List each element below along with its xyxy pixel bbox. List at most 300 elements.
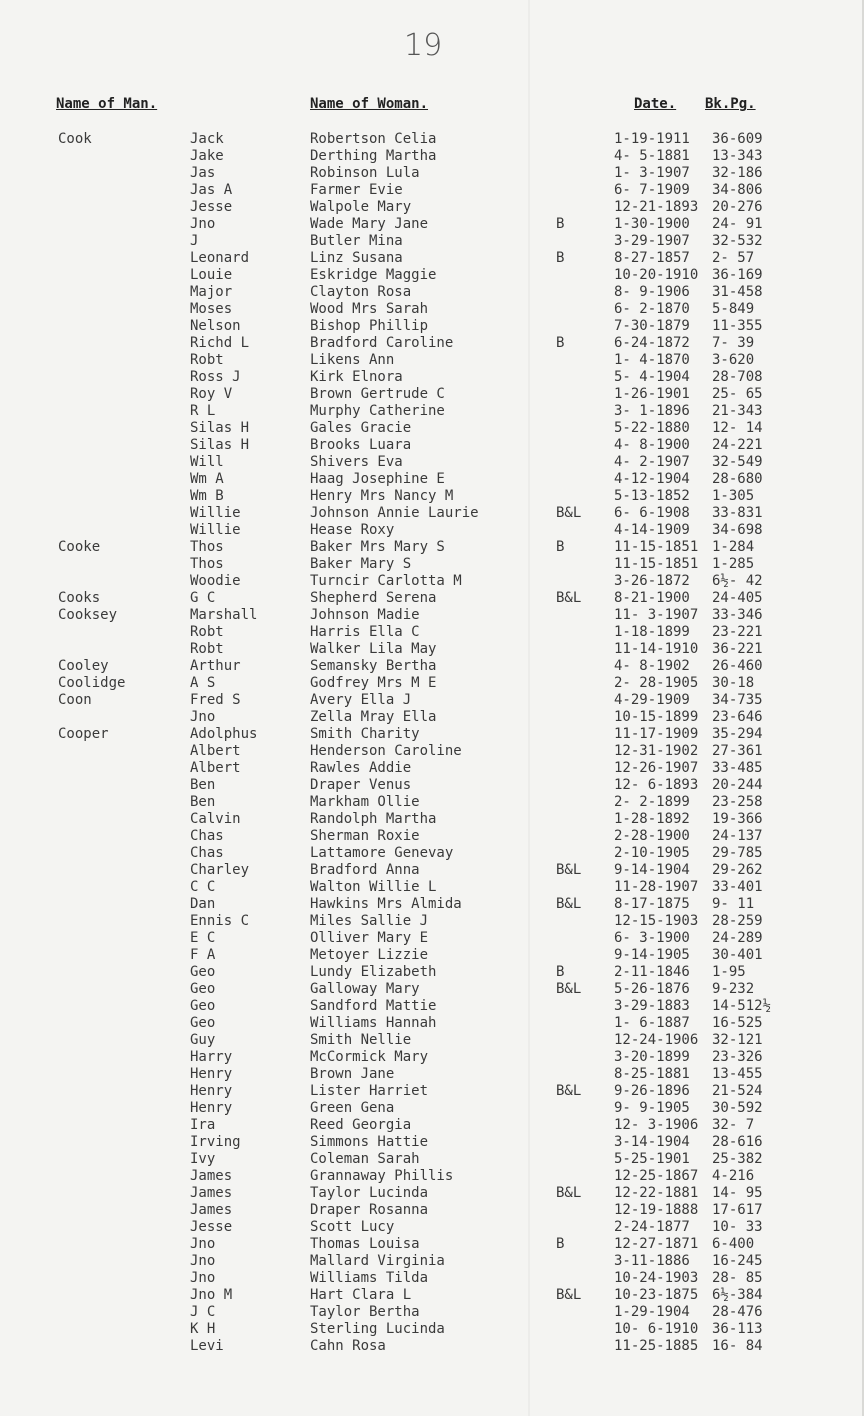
book-page: 28- 85 — [712, 1270, 763, 1286]
book-page: 25- 65 — [712, 386, 763, 402]
marriage-date: 11-14-1910 — [614, 641, 699, 657]
woman-name: Butler Mina — [310, 233, 403, 249]
man-given-name: Major — [190, 284, 233, 300]
book-page: 21-343 — [712, 403, 763, 419]
book-page: 6½- 42 — [712, 573, 763, 589]
woman-name: Green Gena — [310, 1100, 395, 1116]
book-page: 23-326 — [712, 1049, 763, 1065]
man-given-name: Geo — [190, 981, 216, 997]
man-given-name: Chas — [190, 845, 224, 861]
marriage-date: 4- 8-1902 — [614, 658, 690, 674]
woman-name: Hart Clara L — [310, 1287, 412, 1303]
book-page: 14- 95 — [712, 1185, 763, 1201]
table-row — [0, 930, 864, 947]
book-page: 16- 84 — [712, 1338, 763, 1354]
woman-name: Murphy Catherine — [310, 403, 445, 419]
table-row — [0, 522, 864, 539]
record-note: B&L — [556, 1185, 582, 1201]
man-given-name: Marshall — [190, 607, 258, 623]
table-row — [0, 1321, 864, 1338]
woman-name: Avery Ella J — [310, 692, 412, 708]
man-given-name: Jno — [190, 1270, 216, 1286]
page-number: 19 — [404, 28, 443, 63]
table-row — [0, 1100, 864, 1117]
man-given-name: F A — [190, 947, 216, 963]
man-given-name: Harry — [190, 1049, 233, 1065]
book-page: 32-186 — [712, 165, 763, 181]
marriage-date: 11- 3-1907 — [614, 607, 699, 623]
table-row — [0, 131, 864, 148]
man-surname: Cooley — [58, 658, 109, 674]
marriage-date: 9-14-1905 — [614, 947, 690, 963]
book-page: 30-401 — [712, 947, 763, 963]
man-given-name: Louie — [190, 267, 233, 283]
man-given-name: Silas H — [190, 420, 250, 436]
man-given-name: Jesse — [190, 199, 233, 215]
book-page: 6½-384 — [712, 1287, 763, 1303]
records-list — [0, 131, 864, 1355]
marriage-date: 7-30-1879 — [614, 318, 690, 334]
book-page: 33-346 — [712, 607, 763, 623]
book-page: 35-294 — [712, 726, 763, 742]
woman-name: Linz Susana — [310, 250, 403, 266]
woman-name: Brooks Luara — [310, 437, 412, 453]
table-row — [0, 879, 864, 896]
man-given-name: Jas A — [190, 182, 233, 198]
man-surname: Cooke — [58, 539, 101, 555]
marriage-date: 8-25-1881 — [614, 1066, 690, 1082]
marriage-date: 2- 2-1899 — [614, 794, 690, 810]
book-page: 24-405 — [712, 590, 763, 606]
marriage-date: 6- 7-1909 — [614, 182, 690, 198]
man-given-name: Geo — [190, 998, 216, 1014]
table-row — [0, 760, 864, 777]
woman-name: Reed Georgia — [310, 1117, 412, 1133]
man-given-name: Woodie — [190, 573, 241, 589]
table-row — [0, 1219, 864, 1236]
marriage-date: 4- 8-1900 — [614, 437, 690, 453]
book-page: 21-524 — [712, 1083, 763, 1099]
marriage-date: 1- 4-1870 — [614, 352, 690, 368]
book-page: 32-121 — [712, 1032, 763, 1048]
book-page: 32- 7 — [712, 1117, 755, 1133]
table-row — [0, 386, 864, 403]
book-page: 11-355 — [712, 318, 763, 334]
table-row — [0, 777, 864, 794]
table-row — [0, 1151, 864, 1168]
marriage-date: 4-29-1909 — [614, 692, 690, 708]
table-row — [0, 250, 864, 267]
book-page: 4-216 — [712, 1168, 755, 1184]
table-row — [0, 1270, 864, 1287]
woman-name: Zella Mray Ella — [310, 709, 437, 725]
woman-name: Likens Ann — [310, 352, 395, 368]
woman-name: Hawkins Mrs Almida — [310, 896, 462, 912]
table-row — [0, 726, 864, 743]
book-page: 28-680 — [712, 471, 763, 487]
woman-name: Robinson Lula — [310, 165, 420, 181]
table-row — [0, 709, 864, 726]
man-given-name: Ivy — [190, 1151, 216, 1167]
woman-name: Johnson Madie — [310, 607, 420, 623]
woman-name: Gales Gracie — [310, 420, 412, 436]
woman-name: McCormick Mary — [310, 1049, 429, 1065]
marriage-date: 1- 6-1887 — [614, 1015, 690, 1031]
table-row — [0, 1338, 864, 1355]
table-row — [0, 845, 864, 862]
man-given-name: Silas H — [190, 437, 250, 453]
book-page: 1-284 — [712, 539, 755, 555]
marriage-date: 12-21-1893 — [614, 199, 699, 215]
book-page: 29-785 — [712, 845, 763, 861]
woman-name: Bradford Anna — [310, 862, 420, 878]
book-page: 28-616 — [712, 1134, 763, 1150]
header-name-of-man: Name of Man. — [56, 96, 158, 112]
man-surname: Cook — [58, 131, 92, 147]
man-given-name: Jake — [190, 148, 224, 164]
man-given-name: James — [190, 1185, 233, 1201]
woman-name: Draper Venus — [310, 777, 412, 793]
marriage-date: 3-14-1904 — [614, 1134, 690, 1150]
woman-name: Smith Nellie — [310, 1032, 412, 1048]
man-given-name: Henry — [190, 1066, 233, 1082]
table-row — [0, 981, 864, 998]
record-note: B&L — [556, 1083, 582, 1099]
table-row — [0, 1134, 864, 1151]
man-surname: Coon — [58, 692, 92, 708]
woman-name: Randolph Martha — [310, 811, 437, 827]
marriage-date: 4-14-1909 — [614, 522, 690, 538]
book-page: 34-698 — [712, 522, 763, 538]
marriage-date: 12-31-1902 — [614, 743, 699, 759]
table-row — [0, 590, 864, 607]
marriage-date: 2- 28-1905 — [614, 675, 699, 691]
woman-name: Turncir Carlotta M — [310, 573, 462, 589]
woman-name: Simmons Hattie — [310, 1134, 429, 1150]
man-given-name: Jno — [190, 1236, 216, 1252]
man-given-name: Moses — [190, 301, 233, 317]
woman-name: Rawles Addie — [310, 760, 412, 776]
man-given-name: A S — [190, 675, 216, 691]
marriage-date: 12- 6-1893 — [614, 777, 699, 793]
table-row — [0, 284, 864, 301]
woman-name: Sterling Lucinda — [310, 1321, 445, 1337]
woman-name: Derthing Martha — [310, 148, 437, 164]
woman-name: Bishop Phillip — [310, 318, 429, 334]
table-row — [0, 216, 864, 233]
woman-name: Grannaway Phillis — [310, 1168, 454, 1184]
record-note: B&L — [556, 896, 582, 912]
marriage-date: 3-29-1907 — [614, 233, 690, 249]
marriage-date: 2-24-1877 — [614, 1219, 690, 1235]
book-page: 1-305 — [712, 488, 755, 504]
man-given-name: James — [190, 1202, 233, 1218]
marriage-date: 8-21-1900 — [614, 590, 690, 606]
woman-name: Shivers Eva — [310, 454, 403, 470]
man-given-name: Wm B — [190, 488, 224, 504]
woman-name: Brown Jane — [310, 1066, 395, 1082]
table-row — [0, 1236, 864, 1253]
table-row — [0, 505, 864, 522]
marriage-date: 1-19-1911 — [614, 131, 690, 147]
marriage-date: 12-19-1888 — [614, 1202, 699, 1218]
book-page: 9-232 — [712, 981, 755, 997]
woman-name: Wade Mary Jane — [310, 216, 429, 232]
man-given-name: Ben — [190, 794, 216, 810]
book-page: 33-485 — [712, 760, 763, 776]
table-row — [0, 471, 864, 488]
marriage-date: 1-26-1901 — [614, 386, 690, 402]
table-row — [0, 675, 864, 692]
table-row — [0, 947, 864, 964]
book-page: 29-262 — [712, 862, 763, 878]
woman-name: Sherman Roxie — [310, 828, 420, 844]
marriage-date: 2-10-1905 — [614, 845, 690, 861]
book-page: 14-512½ — [712, 998, 772, 1014]
table-row — [0, 624, 864, 641]
woman-name: Lundy Elizabeth — [310, 964, 437, 980]
table-row — [0, 1117, 864, 1134]
table-row — [0, 1049, 864, 1066]
record-note: B&L — [556, 862, 582, 878]
man-given-name: Ennis C — [190, 913, 250, 929]
book-page: 31-458 — [712, 284, 763, 300]
woman-name: Farmer Evie — [310, 182, 403, 198]
woman-name: Clayton Rosa — [310, 284, 412, 300]
man-given-name: J — [190, 233, 199, 249]
woman-name: Johnson Annie Laurie — [310, 505, 479, 521]
table-row — [0, 607, 864, 624]
book-page: 26-460 — [712, 658, 763, 674]
book-page: 9- 11 — [712, 896, 755, 912]
woman-name: Semansky Bertha — [310, 658, 437, 674]
table-row — [0, 641, 864, 658]
man-given-name: Albert — [190, 760, 241, 776]
table-row — [0, 743, 864, 760]
record-note: B — [556, 1236, 565, 1252]
man-given-name: Jas — [190, 165, 216, 181]
book-page: 34-806 — [712, 182, 763, 198]
book-page: 27-361 — [712, 743, 763, 759]
woman-name: Miles Sallie J — [310, 913, 429, 929]
woman-name: Godfrey Mrs M E — [310, 675, 437, 691]
man-given-name: Levi — [190, 1338, 224, 1354]
man-given-name: Jesse — [190, 1219, 233, 1235]
book-page: 20-276 — [712, 199, 763, 215]
woman-name: Williams Tilda — [310, 1270, 429, 1286]
marriage-date: 12-27-1871 — [614, 1236, 699, 1252]
book-page: 12- 14 — [712, 420, 763, 436]
woman-name: Draper Rosanna — [310, 1202, 429, 1218]
man-given-name: Geo — [190, 964, 216, 980]
marriage-date: 1- 3-1907 — [614, 165, 690, 181]
table-row — [0, 1083, 864, 1100]
marriage-date: 12-24-1906 — [614, 1032, 699, 1048]
marriage-date: 5-13-1852 — [614, 488, 690, 504]
table-row — [0, 1168, 864, 1185]
book-page: 1-285 — [712, 556, 755, 572]
man-given-name: Nelson — [190, 318, 241, 334]
marriage-date: 10-20-1910 — [614, 267, 699, 283]
man-given-name: J C — [190, 1304, 216, 1320]
marriage-date: 2-11-1846 — [614, 964, 690, 980]
woman-name: Henry Mrs Nancy M — [310, 488, 454, 504]
woman-name: Smith Charity — [310, 726, 420, 742]
marriage-date: 12-25-1867 — [614, 1168, 699, 1184]
woman-name: Wood Mrs Sarah — [310, 301, 429, 317]
book-page: 5-849 — [712, 301, 755, 317]
marriage-date: 5- 4-1904 — [614, 369, 690, 385]
marriage-date: 9-14-1904 — [614, 862, 690, 878]
man-given-name: Ben — [190, 777, 216, 793]
table-row — [0, 301, 864, 318]
marriage-date: 6- 3-1900 — [614, 930, 690, 946]
table-row — [0, 1015, 864, 1032]
woman-name: Williams Hannah — [310, 1015, 437, 1031]
man-given-name: Jno — [190, 1253, 216, 1269]
woman-name: Scott Lucy — [310, 1219, 395, 1235]
woman-name: Walker Lila May — [310, 641, 437, 657]
man-surname: Cooks — [58, 590, 101, 606]
man-given-name: Calvin — [190, 811, 241, 827]
table-row — [0, 1287, 864, 1304]
book-page: 28-476 — [712, 1304, 763, 1320]
man-surname: Cooper — [58, 726, 109, 742]
book-page: 24-137 — [712, 828, 763, 844]
woman-name: Taylor Lucinda — [310, 1185, 429, 1201]
table-row — [0, 998, 864, 1015]
marriage-date: 2-28-1900 — [614, 828, 690, 844]
marriage-date: 1-29-1904 — [614, 1304, 690, 1320]
marriage-date: 1-28-1892 — [614, 811, 690, 827]
record-note: B — [556, 250, 565, 266]
woman-name: Baker Mrs Mary S — [310, 539, 445, 555]
man-given-name: Albert — [190, 743, 241, 759]
marriage-date: 8-17-1875 — [614, 896, 690, 912]
man-given-name: R L — [190, 403, 216, 419]
book-page: 30-592 — [712, 1100, 763, 1116]
woman-name: Taylor Bertha — [310, 1304, 420, 1320]
man-given-name: Will — [190, 454, 224, 470]
man-given-name: Roy V — [190, 386, 233, 402]
table-row — [0, 1253, 864, 1270]
book-page: 33-831 — [712, 505, 763, 521]
marriage-date: 11-15-1851 — [614, 556, 699, 572]
table-row — [0, 369, 864, 386]
man-given-name: Robt — [190, 352, 224, 368]
table-row — [0, 199, 864, 216]
man-given-name: Chas — [190, 828, 224, 844]
table-row — [0, 420, 864, 437]
man-given-name: Irving — [190, 1134, 241, 1150]
book-page: 17-617 — [712, 1202, 763, 1218]
book-page: 30-18 — [712, 675, 755, 691]
woman-name: Lattamore Genevay — [310, 845, 454, 861]
table-row — [0, 913, 864, 930]
book-page: 28-708 — [712, 369, 763, 385]
man-given-name: Dan — [190, 896, 216, 912]
man-given-name: Fred S — [190, 692, 241, 708]
book-page: 36-169 — [712, 267, 763, 283]
table-row — [0, 403, 864, 420]
book-page: 13-455 — [712, 1066, 763, 1082]
table-row — [0, 437, 864, 454]
table-row — [0, 658, 864, 675]
woman-name: Walton Willie L — [310, 879, 437, 895]
marriage-date: 10- 6-1910 — [614, 1321, 699, 1337]
book-page: 36-221 — [712, 641, 763, 657]
book-page: 10- 33 — [712, 1219, 763, 1235]
book-page: 2- 57 — [712, 250, 755, 266]
table-row — [0, 488, 864, 505]
woman-name: Kirk Elnora — [310, 369, 403, 385]
book-page: 24-221 — [712, 437, 763, 453]
book-page: 19-366 — [712, 811, 763, 827]
woman-name: Mallard Virginia — [310, 1253, 445, 1269]
man-given-name: G C — [190, 590, 216, 606]
table-row — [0, 1185, 864, 1202]
record-note: B&L — [556, 590, 582, 606]
man-given-name: Adolphus — [190, 726, 258, 742]
book-page: 7- 39 — [712, 335, 755, 351]
man-surname: Cooksey — [58, 607, 118, 623]
header-date: Date. — [634, 96, 677, 112]
book-page: 16-245 — [712, 1253, 763, 1269]
table-row — [0, 794, 864, 811]
man-given-name: E C — [190, 930, 216, 946]
table-row — [0, 811, 864, 828]
record-note: B&L — [556, 505, 582, 521]
man-given-name: Thos — [190, 556, 224, 572]
marriage-date: 1-30-1900 — [614, 216, 690, 232]
man-given-name: Jno — [190, 709, 216, 725]
table-row — [0, 539, 864, 556]
woman-name: Sandford Mattie — [310, 998, 437, 1014]
marriage-date: 10-24-1903 — [614, 1270, 699, 1286]
woman-name: Markham Ollie — [310, 794, 420, 810]
man-given-name: Leonard — [190, 250, 250, 266]
book-page: 20-244 — [712, 777, 763, 793]
woman-name: Olliver Mary E — [310, 930, 429, 946]
man-given-name: Arthur — [190, 658, 241, 674]
book-page: 24- 91 — [712, 216, 763, 232]
book-page: 28-259 — [712, 913, 763, 929]
book-page: 16-525 — [712, 1015, 763, 1031]
book-page: 32-532 — [712, 233, 763, 249]
book-page: 33-401 — [712, 879, 763, 895]
man-given-name: Jno — [190, 216, 216, 232]
marriage-date: 3-20-1899 — [614, 1049, 690, 1065]
record-note: B — [556, 539, 565, 555]
marriage-date: 9-26-1896 — [614, 1083, 690, 1099]
table-row — [0, 1032, 864, 1049]
marriage-date: 4-12-1904 — [614, 471, 690, 487]
woman-name: Cahn Rosa — [310, 1338, 386, 1354]
woman-name: Thomas Louisa — [310, 1236, 420, 1252]
woman-name: Robertson Celia — [310, 131, 437, 147]
table-row — [0, 862, 864, 879]
man-given-name: Ross J — [190, 369, 241, 385]
man-given-name: Jno M — [190, 1287, 233, 1303]
table-row — [0, 267, 864, 284]
table-row — [0, 896, 864, 913]
table-row — [0, 335, 864, 352]
table-row — [0, 233, 864, 250]
man-given-name: Wm A — [190, 471, 224, 487]
table-row — [0, 1304, 864, 1321]
man-given-name: Willie — [190, 522, 241, 538]
marriage-date: 12- 3-1906 — [614, 1117, 699, 1133]
